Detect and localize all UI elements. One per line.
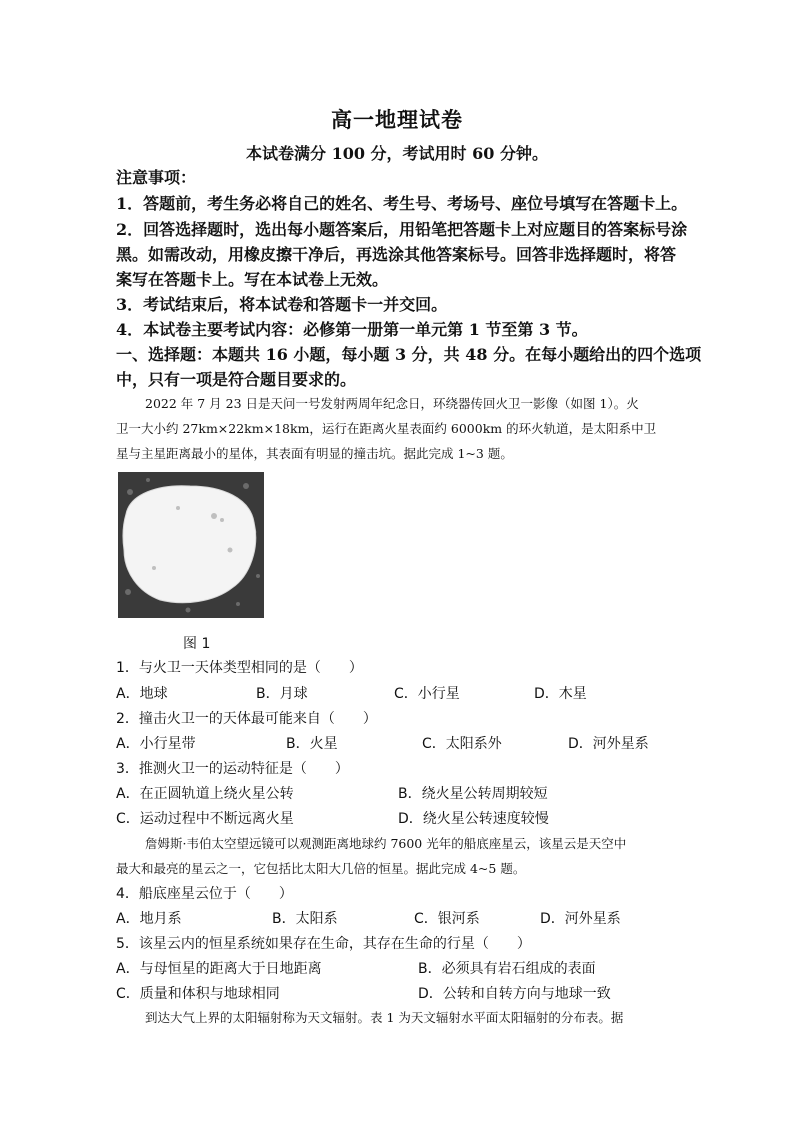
note-line: 案写在答题卡上。写在本试卷上无效。 xyxy=(116,270,389,289)
note-line: 2．回答选择题时，选出每小题答案后，用铅笔把答题卡上对应题目的答案标号涂 xyxy=(116,220,688,239)
passage-line: 詹姆斯·韦伯太空望远镜可以观测距离地球约 7600 光年的船底座星云，该星云是天空中 xyxy=(145,836,627,851)
option-c: C．太阳系外 xyxy=(422,736,502,752)
page-title: 高一地理试卷 xyxy=(331,107,463,132)
phobos-illustration xyxy=(118,472,264,618)
notes-heading: 注意事项： xyxy=(116,168,197,187)
option-b: B．月球 xyxy=(256,686,308,702)
option-a: A．在正圆轨道上绕火星公转 xyxy=(116,786,294,802)
question-stem: 4．船底座星云位于（ ） xyxy=(116,886,293,902)
passage-line: 到达大气上界的太阳辐射称为天文辐射。表 1 为天文辐射水平面太阳辐射的分布表。据 xyxy=(145,1010,624,1025)
option-c: C．运动过程中不断远离火星 xyxy=(116,811,294,827)
note-line: 黑。如需改动，用橡皮擦干净后，再选涂其他答案标号。回答非选择题时，将答 xyxy=(116,245,677,264)
option-b: B．太阳系 xyxy=(272,911,338,927)
option-b: B．绕火星公转周期较短 xyxy=(398,786,548,802)
section-heading: 一、选择题：本题共 16 小题，每小题 3 分，共 48 分。在每小题给出的四个选项 xyxy=(116,345,702,364)
option-b: B．火星 xyxy=(286,736,338,752)
page-subtitle: 本试卷满分 100 分，考试用时 60 分钟。 xyxy=(246,144,548,163)
option-d: D．木星 xyxy=(534,686,587,702)
option-b: B．必须具有岩石组成的表面 xyxy=(418,961,596,977)
passage-line: 2022 年 7 月 23 日是天问一号发射两周年纪念日，环绕器传回火卫一影像（如图 1）。火 xyxy=(145,396,639,411)
option-d: D．绕火星公转速度较慢 xyxy=(398,811,549,827)
option-c: C．小行星 xyxy=(394,686,460,702)
option-c: C．质量和体积与地球相同 xyxy=(116,986,280,1002)
option-d: D．河外星系 xyxy=(540,911,621,927)
option-a: A．地球 xyxy=(116,686,168,702)
note-line: 1．答题前，考生务必将自己的姓名、考生号、考场号、座位号填写在答题卡上。 xyxy=(116,194,688,213)
note-line: 3．考试结束后，将本试卷和答题卡一并交回。 xyxy=(116,295,448,314)
question-stem: 1．与火卫一天体类型相同的是（ ） xyxy=(116,660,363,676)
option-a: A．与母恒星的距离大于日地距离 xyxy=(116,961,322,977)
question-stem: 5．该星云内的恒星系统如果存在生命，其存在生命的行星（ ） xyxy=(116,936,531,952)
option-c: C．银河系 xyxy=(414,911,480,927)
note-line: 4．本试卷主要考试内容：必修第一册第一单元第 1 节至第 3 节。 xyxy=(116,320,588,339)
passage-line: 最大和最亮的星云之一，它包括比太阳大几倍的恒星。据此完成 4~5 题。 xyxy=(116,861,526,876)
phobos-image xyxy=(118,472,264,618)
question-stem: 2．撞击火卫一的天体最可能来自（ ） xyxy=(116,711,377,727)
section-heading: 中，只有一项是符合题目要求的。 xyxy=(116,370,357,389)
passage-line: 卫一大小约 27km×22km×18km，运行在距离火星表面约 6000km 的环火轨道，是太阳系中卫 xyxy=(116,421,657,436)
figure-caption: 图 1 xyxy=(183,636,211,652)
question-stem: 3．推测火卫一的运动特征是（ ） xyxy=(116,761,349,777)
option-d: D．河外星系 xyxy=(568,736,649,752)
option-d: D．公转和自转方向与地球一致 xyxy=(418,986,611,1002)
passage-line: 星与主星距离最小的星体，其表面有明显的撞击坑。据此完成 1~3 题。 xyxy=(116,446,513,461)
option-a: A．地月系 xyxy=(116,911,182,927)
option-a: A．小行星带 xyxy=(116,736,196,752)
